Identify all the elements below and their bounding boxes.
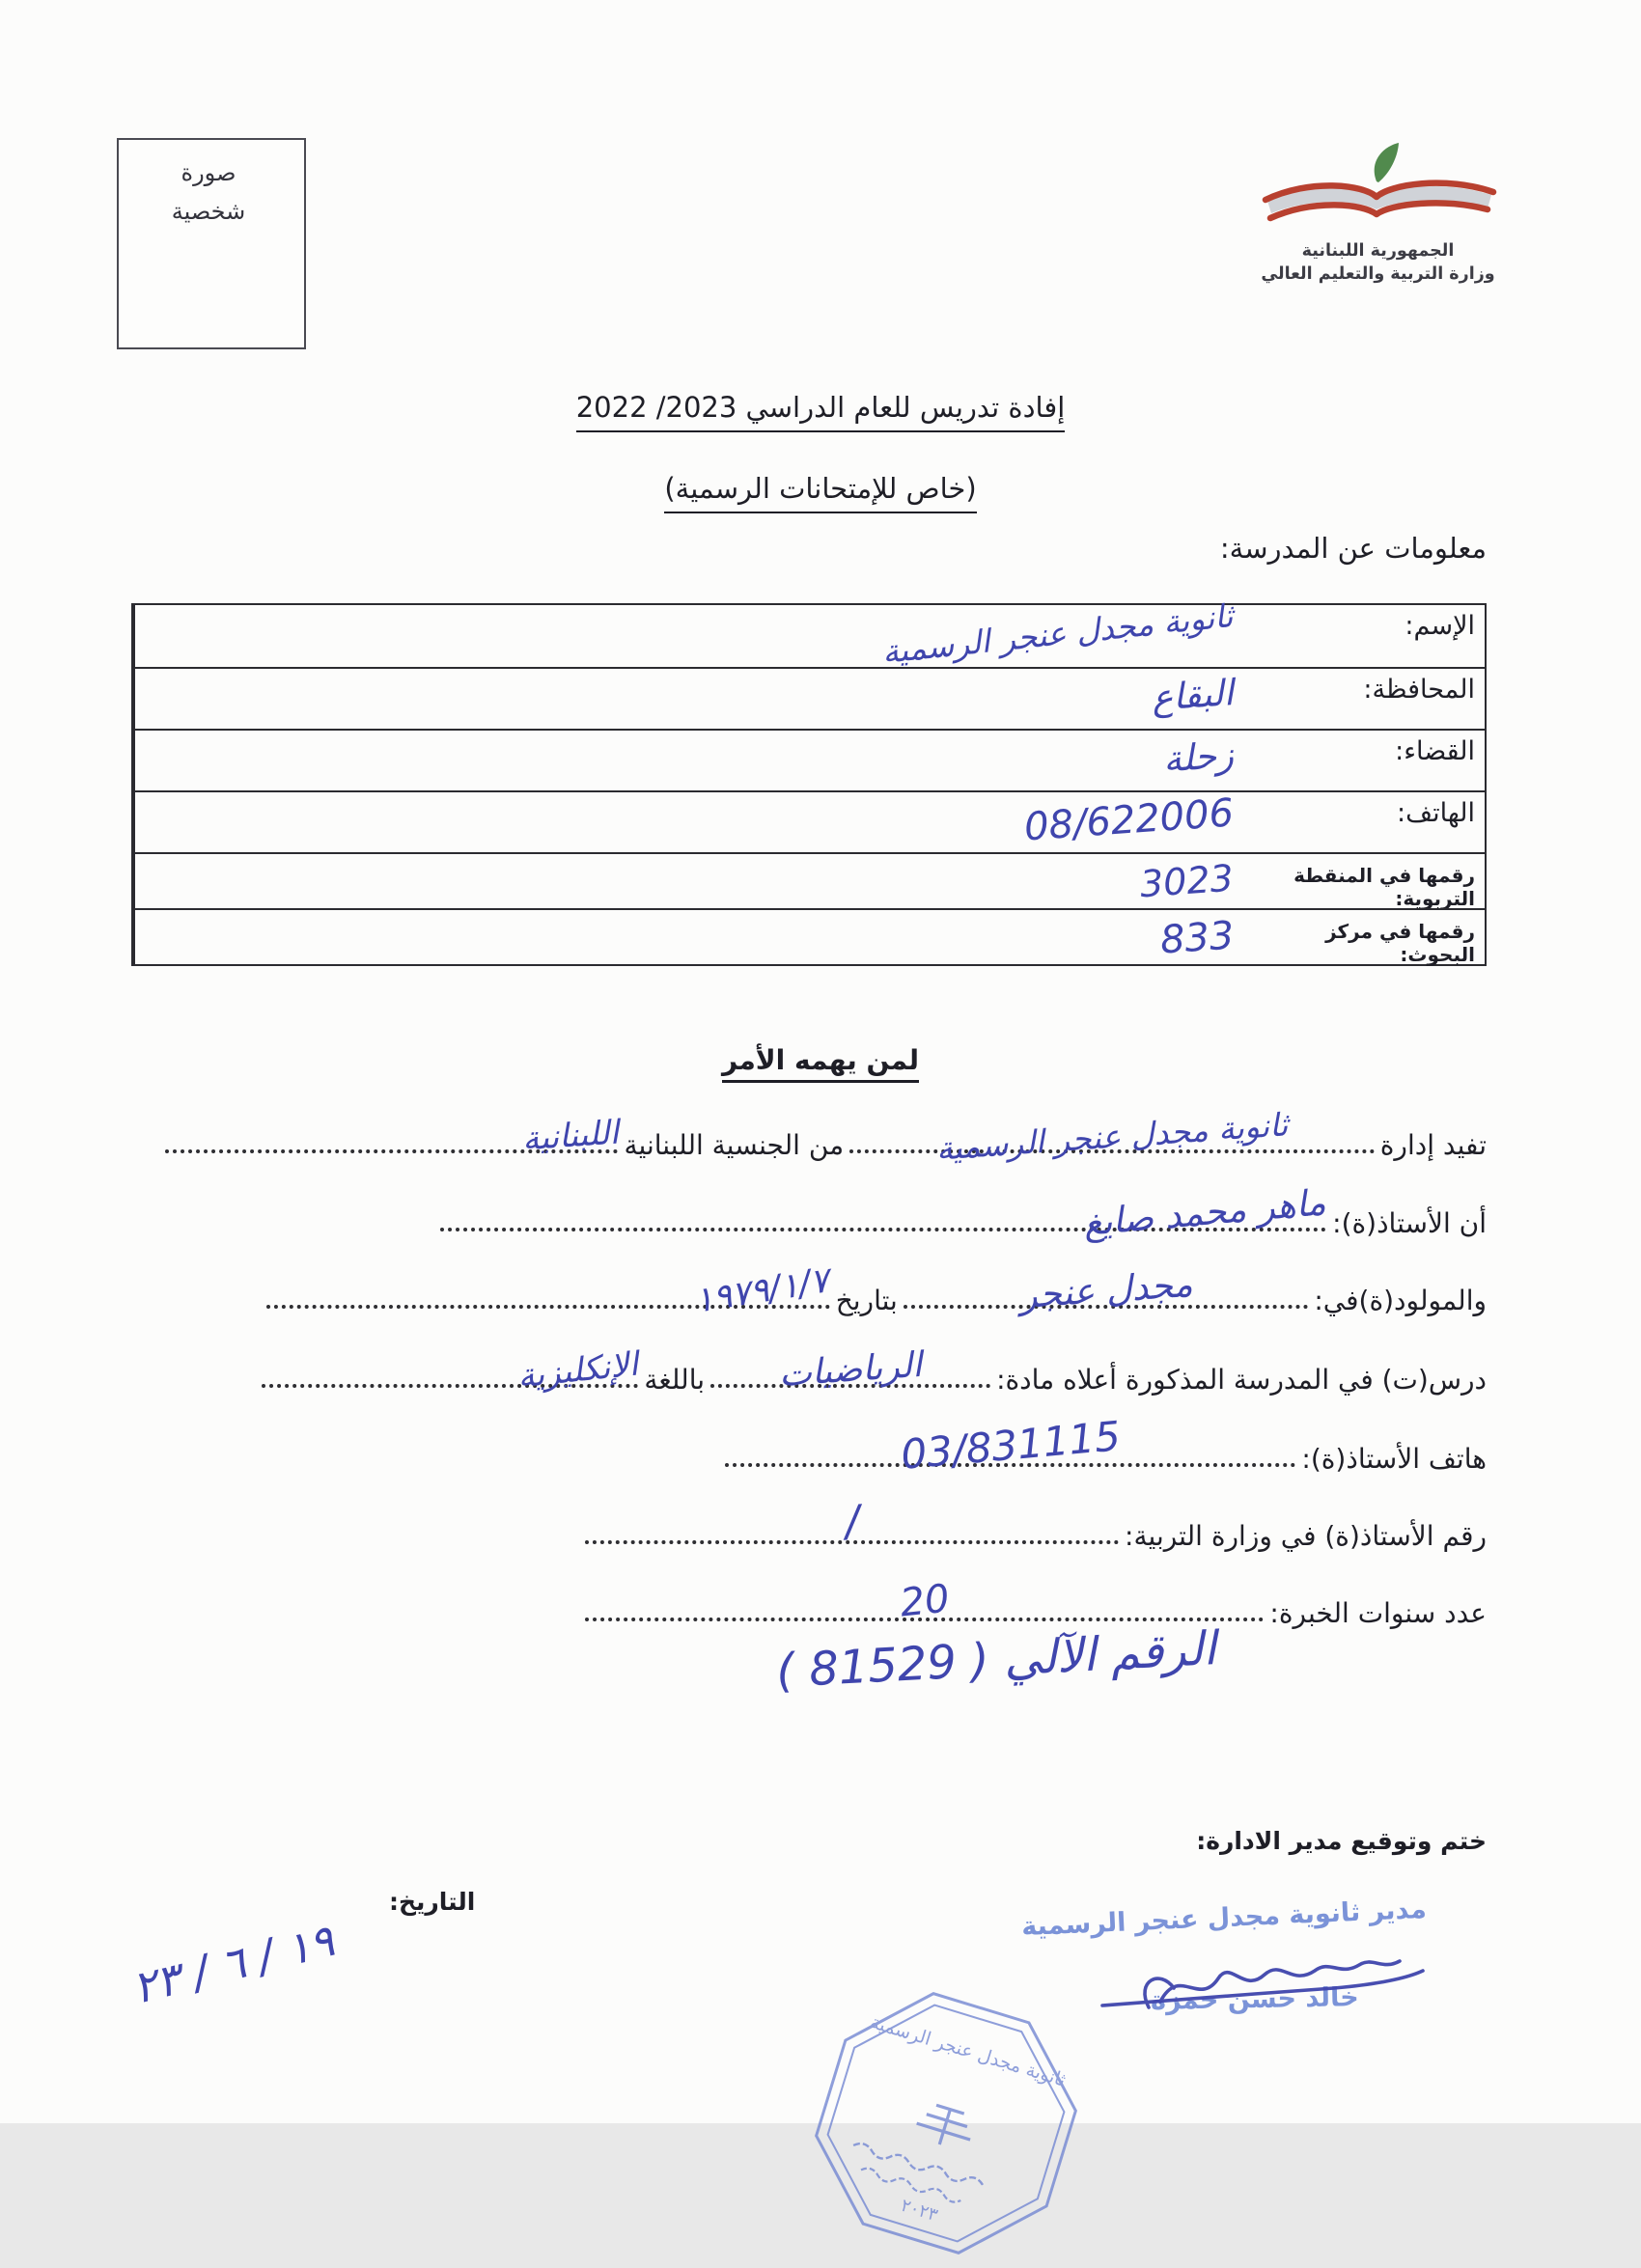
stamp-school-name-text: ثانوية مجدل عنجر الرسمية bbox=[868, 2011, 1069, 2091]
handwritten-auto-number bbox=[775, 1621, 1217, 1699]
document-subtitle: (خاص للإمتحانات الرسمية) bbox=[0, 472, 1641, 505]
dotted-field-ministry-number bbox=[585, 1496, 1119, 1547]
handwritten-nationality: اللبنانية bbox=[520, 1113, 620, 1159]
label-certifies: تفيد إدارة bbox=[1379, 1128, 1487, 1161]
auto-number-label: الرقم الآلي bbox=[1002, 1621, 1218, 1687]
handwritten-school-name: ثانوية مجدل عنجر الرسمية bbox=[879, 596, 1236, 671]
table-label-name: الإسم: bbox=[1405, 611, 1475, 641]
form-line-subject bbox=[256, 1341, 1487, 1397]
form-line-experience bbox=[579, 1575, 1487, 1631]
handwritten-district: زحلة bbox=[1161, 733, 1236, 781]
ministry-logo bbox=[1236, 143, 1520, 286]
dotted-field-school bbox=[849, 1105, 1375, 1168]
document-title bbox=[0, 391, 1641, 424]
table-label-phone: الهاتف: bbox=[1243, 790, 1485, 852]
handwritten-governorate: البقاع bbox=[1150, 672, 1236, 719]
handwritten-language: الإنكليزية bbox=[515, 1344, 641, 1397]
label-in-language: باللغة bbox=[644, 1363, 706, 1396]
label-nationality: من الجنسية اللبنانية bbox=[624, 1128, 845, 1161]
stamp-cedar-icon bbox=[913, 2101, 978, 2152]
dotted-field-birthplace bbox=[904, 1262, 1309, 1317]
label-born-in: والمولود(ة)في: bbox=[1314, 1284, 1487, 1316]
handwritten-footer-date: ٢٣ / ٦ / ١٩ bbox=[126, 1914, 340, 2014]
table-value-district bbox=[133, 729, 1243, 790]
table-label-governorate: المحافظة: bbox=[1243, 667, 1485, 729]
table-value-name bbox=[133, 596, 1243, 671]
dotted-field-experience bbox=[585, 1576, 1264, 1626]
table-label-district: القضاء: bbox=[1243, 729, 1485, 790]
document-title-text: إفادة تدريس للعام الدراسي bbox=[745, 391, 1066, 424]
date-label: التاريخ: bbox=[389, 1888, 476, 1916]
logo-republic-name: الجمهورية اللبنانية bbox=[1301, 241, 1455, 261]
director-name-stamp-text: خالد حسن حمزة bbox=[1151, 1982, 1360, 2016]
label-ministry-number: رقم الأستاذ(ة) في وزارة التربية: bbox=[1125, 1519, 1487, 1552]
form-line-birth bbox=[261, 1260, 1487, 1321]
auto-number-value: ( 81529 ) bbox=[774, 1633, 991, 1699]
label-taught-subject: درس(ت) في المدرسة المذكورة أعلاه مادة: bbox=[996, 1363, 1487, 1396]
form-line-ministry-number bbox=[579, 1498, 1487, 1554]
table-value-zone-number bbox=[133, 852, 1243, 908]
dotted-field-subject bbox=[710, 1344, 990, 1396]
photo-box-label-line2: شخصية bbox=[171, 198, 246, 225]
stamp-signature-label: ختم وتوقيع مدير الادارة: bbox=[1196, 1827, 1487, 1855]
dotted-field-teacher bbox=[440, 1181, 1328, 1244]
label-teacher-phone: هاتف الأستاذ(ة): bbox=[1301, 1442, 1487, 1475]
label-teacher: أن الأستاذ(ة): bbox=[1332, 1206, 1487, 1239]
form-line-school bbox=[159, 1105, 1487, 1168]
handwritten-birthplace: مجدل عنجر bbox=[1017, 1262, 1194, 1317]
handwritten-experience-years: 20 bbox=[897, 1576, 952, 1626]
table-value-governorate bbox=[133, 667, 1243, 729]
form-line-teacher-phone bbox=[719, 1412, 1487, 1479]
table-label-research-number: رقمها في مركز البحوث: bbox=[1243, 908, 1485, 964]
table-value-phone bbox=[133, 790, 1243, 852]
handwritten-ministry-number: / bbox=[843, 1496, 861, 1547]
school-octagon-stamp bbox=[787, 1978, 1105, 2268]
form-line-teacher bbox=[434, 1181, 1487, 1244]
school-info-header: معلومات عن المدرسة: bbox=[1219, 532, 1487, 565]
photo-box-label-line1: صورة bbox=[181, 159, 236, 186]
logo-ministry-name: وزارة التربية والتعليم العالي bbox=[1261, 264, 1495, 284]
label-experience-years: عدد سنوات الخبرة: bbox=[1269, 1596, 1487, 1629]
table-label-zone-number: رقمها في المنقطة التربوية: bbox=[1243, 852, 1485, 908]
handwritten-zone-number: 3023 bbox=[1138, 856, 1236, 906]
dotted-field-nationality bbox=[165, 1113, 620, 1159]
dotted-field-birthdate bbox=[266, 1260, 833, 1321]
photo-placeholder-box bbox=[117, 138, 306, 349]
dotted-field-language bbox=[262, 1344, 641, 1397]
academic-year: 2022 /2023 bbox=[575, 391, 737, 424]
director-title-stamp-text: مدير ثانوية مجدل عنجر الرسمية bbox=[1020, 1894, 1428, 1943]
handwritten-teacher-name: ماهر محمد صايغ bbox=[1081, 1181, 1328, 1244]
handwritten-school-name-2: ثانوية مجدل عنجر الرسمية bbox=[934, 1105, 1290, 1168]
director-signature bbox=[1093, 1930, 1431, 2036]
stamp-year-text: ٢٠٢٣ bbox=[898, 2195, 940, 2227]
handwritten-research-number: 833 bbox=[1158, 913, 1236, 963]
handwritten-birthdate: ١٩٧٩/١/٧ bbox=[692, 1260, 833, 1321]
handwritten-subject: الرياضيات bbox=[777, 1344, 924, 1396]
dotted-field-teacher-phone bbox=[725, 1412, 1295, 1479]
handwritten-teacher-phone: 03/831115 bbox=[899, 1412, 1123, 1479]
concern-section-header: لمن يهمه الأمر bbox=[0, 1044, 1641, 1076]
handwritten-school-phone: 08/622006 bbox=[1022, 790, 1236, 850]
label-on-date: بتاريخ bbox=[835, 1284, 898, 1316]
school-info-table bbox=[131, 596, 1487, 966]
photo-box-label bbox=[119, 153, 304, 231]
table-value-research-number bbox=[133, 908, 1243, 964]
open-book-cedar-icon bbox=[1254, 143, 1503, 235]
